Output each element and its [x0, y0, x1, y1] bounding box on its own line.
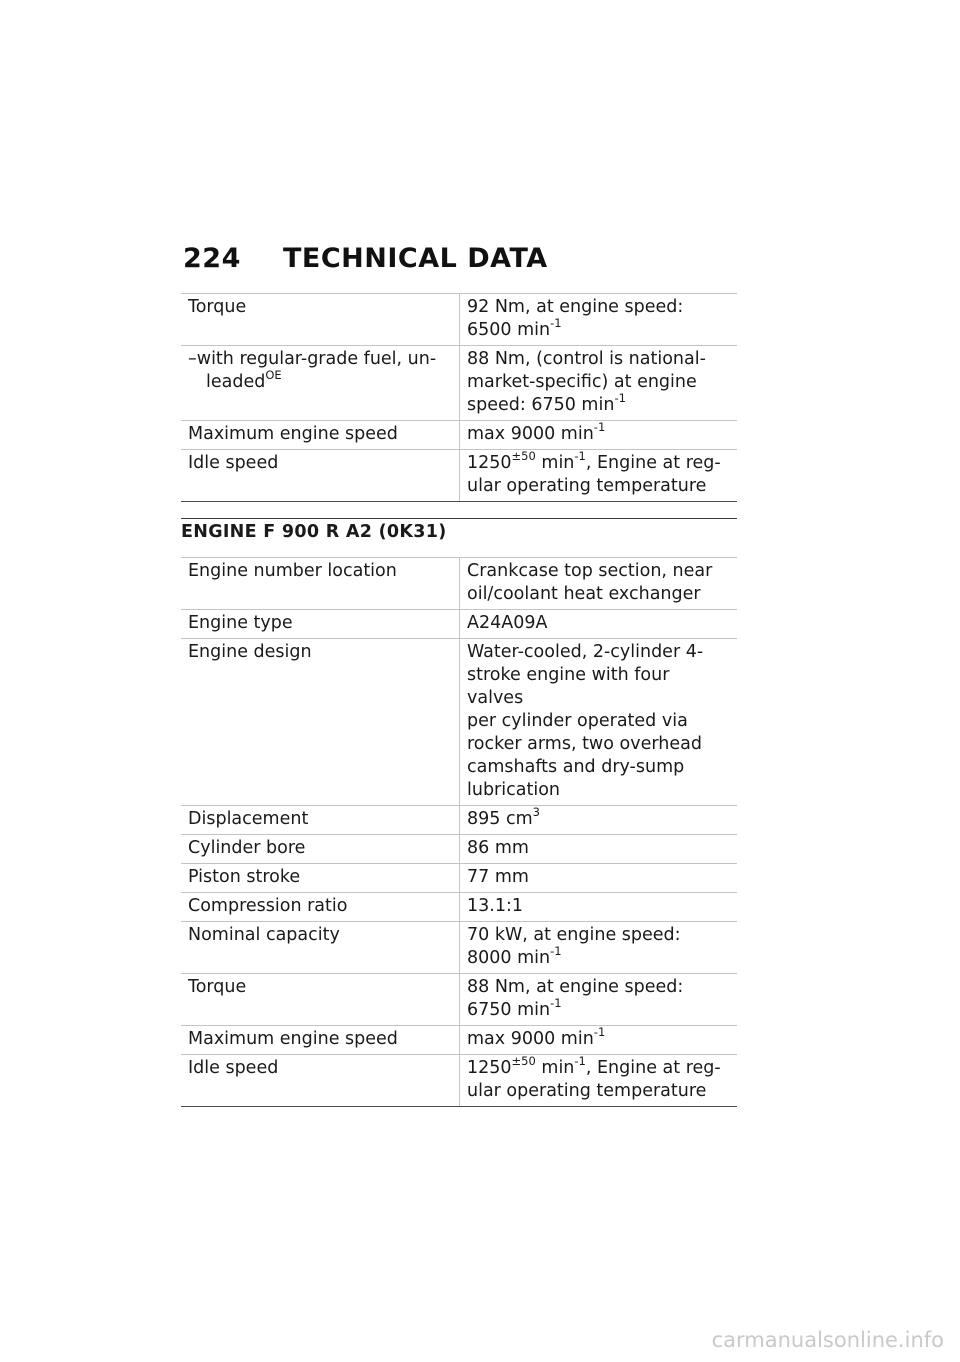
spec-label: Engine number location: [181, 558, 460, 610]
value-line: 6500 min: [467, 320, 551, 340]
table-row: [181, 974, 737, 1026]
spec-value: [460, 558, 738, 610]
spec-label: Maximum engine speed: [181, 1026, 460, 1055]
table-row: [181, 639, 737, 806]
spec-value: [460, 806, 738, 835]
table-row: [181, 835, 737, 864]
superscript: -1: [614, 391, 626, 406]
superscript: OE: [265, 368, 282, 383]
value-text: 1250: [467, 453, 512, 473]
value-text: 895 cm: [467, 809, 533, 829]
table-row: [181, 1026, 737, 1055]
table-row: [181, 558, 737, 610]
value-line: 6750 min: [467, 1000, 551, 1020]
spec-label: Nominal capacity: [181, 922, 460, 974]
table-row: [181, 806, 737, 835]
value-line: stroke engine with four valves: [467, 665, 670, 708]
table-row: [181, 1055, 737, 1107]
value-line: ular operating temperature: [467, 1081, 707, 1101]
spec-value: [460, 450, 738, 502]
value-line: [467, 1054, 731, 1080]
superscript: ±50: [511, 1054, 536, 1069]
superscript: -1: [593, 420, 606, 435]
value-line: 88 Nm, at engine speed:: [467, 977, 684, 997]
value-text: min: [535, 453, 575, 473]
value-line: speed: 6750 min: [467, 395, 615, 415]
spec-value: [460, 922, 738, 974]
superscript: -1: [550, 316, 562, 331]
superscript: -1: [550, 944, 562, 959]
spec-value: [460, 294, 738, 346]
superscript: -1: [593, 1025, 606, 1040]
superscript: -1: [550, 996, 562, 1011]
spec-label: Displacement: [181, 806, 460, 835]
label-text: leaded: [206, 372, 266, 392]
value-line: rocker arms, two overhead: [467, 734, 702, 754]
spec-value: 77 mm: [460, 864, 738, 893]
page-header: [183, 243, 548, 274]
value-line: market-specific) at engine: [467, 372, 697, 392]
spec-label: Compression ratio: [181, 893, 460, 922]
value-line: Water-cooled, 2-cylinder 4-: [467, 642, 704, 662]
superscript: ±50: [511, 449, 536, 464]
value-text: , Engine at reg-: [585, 453, 721, 473]
value-line: oil/coolant heat exchanger: [467, 584, 701, 604]
value-line: per cylinder operated via: [467, 711, 688, 731]
spec-label: [181, 346, 460, 421]
table-row: [181, 294, 737, 346]
value-line: 92 Nm, at engine speed:: [467, 297, 684, 317]
value-text: , Engine at reg-: [585, 1058, 721, 1078]
spec-label: Idle speed: [181, 450, 460, 502]
value-line: [467, 449, 731, 475]
value-line: Crankcase top section, near: [467, 561, 713, 581]
watermark-text: carmanualsonline.info: [711, 1328, 944, 1352]
spec-label: Engine type: [181, 610, 460, 639]
superscript: -1: [574, 1054, 586, 1069]
page-content: [181, 293, 737, 1107]
value-line: camshafts and dry-sump: [467, 757, 685, 777]
spec-value: 86 mm: [460, 835, 738, 864]
table-row: [181, 421, 737, 450]
value-text: 1250: [467, 1058, 512, 1078]
page-number: 224: [183, 243, 241, 274]
page-title: TECHNICAL DATA: [283, 243, 548, 274]
spec-value: [460, 421, 738, 450]
value-line: 8000 min: [467, 948, 551, 968]
table-row: [181, 893, 737, 922]
spec-value: [460, 346, 738, 421]
table-row: [181, 864, 737, 893]
label-line: –with regular-grade fuel, un-: [188, 349, 437, 369]
spec-label: Idle speed: [181, 1055, 460, 1107]
spec-value: [460, 1026, 738, 1055]
value-line: 70 kW, at engine speed:: [467, 925, 681, 945]
spec-label: Engine design: [181, 639, 460, 806]
value-text: max 9000 min: [467, 1029, 594, 1049]
value-line: 88 Nm, (control is national-: [467, 349, 706, 369]
spec-value: [460, 1055, 738, 1107]
spec-value: A24A09A: [460, 610, 738, 639]
table-row: [181, 610, 737, 639]
spec-value: [460, 974, 738, 1026]
spec-value: 13.1:1: [460, 893, 738, 922]
label-line: [188, 368, 453, 394]
section-heading: ENGINE F 900 R A2 (0K31): [181, 518, 737, 546]
value-text: max 9000 min: [467, 424, 594, 444]
spec-value: [460, 639, 738, 806]
value-line: ular operating temperature: [467, 476, 707, 496]
spec-label: Torque: [181, 294, 460, 346]
table-row: [181, 450, 737, 502]
table-row: [181, 346, 737, 421]
superscript: -1: [574, 449, 586, 464]
value-text: min: [535, 1058, 575, 1078]
superscript: 3: [532, 805, 540, 820]
spec-table-upper: [181, 293, 737, 502]
spec-label: Piston stroke: [181, 864, 460, 893]
spec-table-lower: [181, 557, 737, 1107]
spec-label: Cylinder bore: [181, 835, 460, 864]
spec-label: Torque: [181, 974, 460, 1026]
value-line: lubrication: [467, 780, 560, 800]
spec-label: Maximum engine speed: [181, 421, 460, 450]
table-row: [181, 922, 737, 974]
